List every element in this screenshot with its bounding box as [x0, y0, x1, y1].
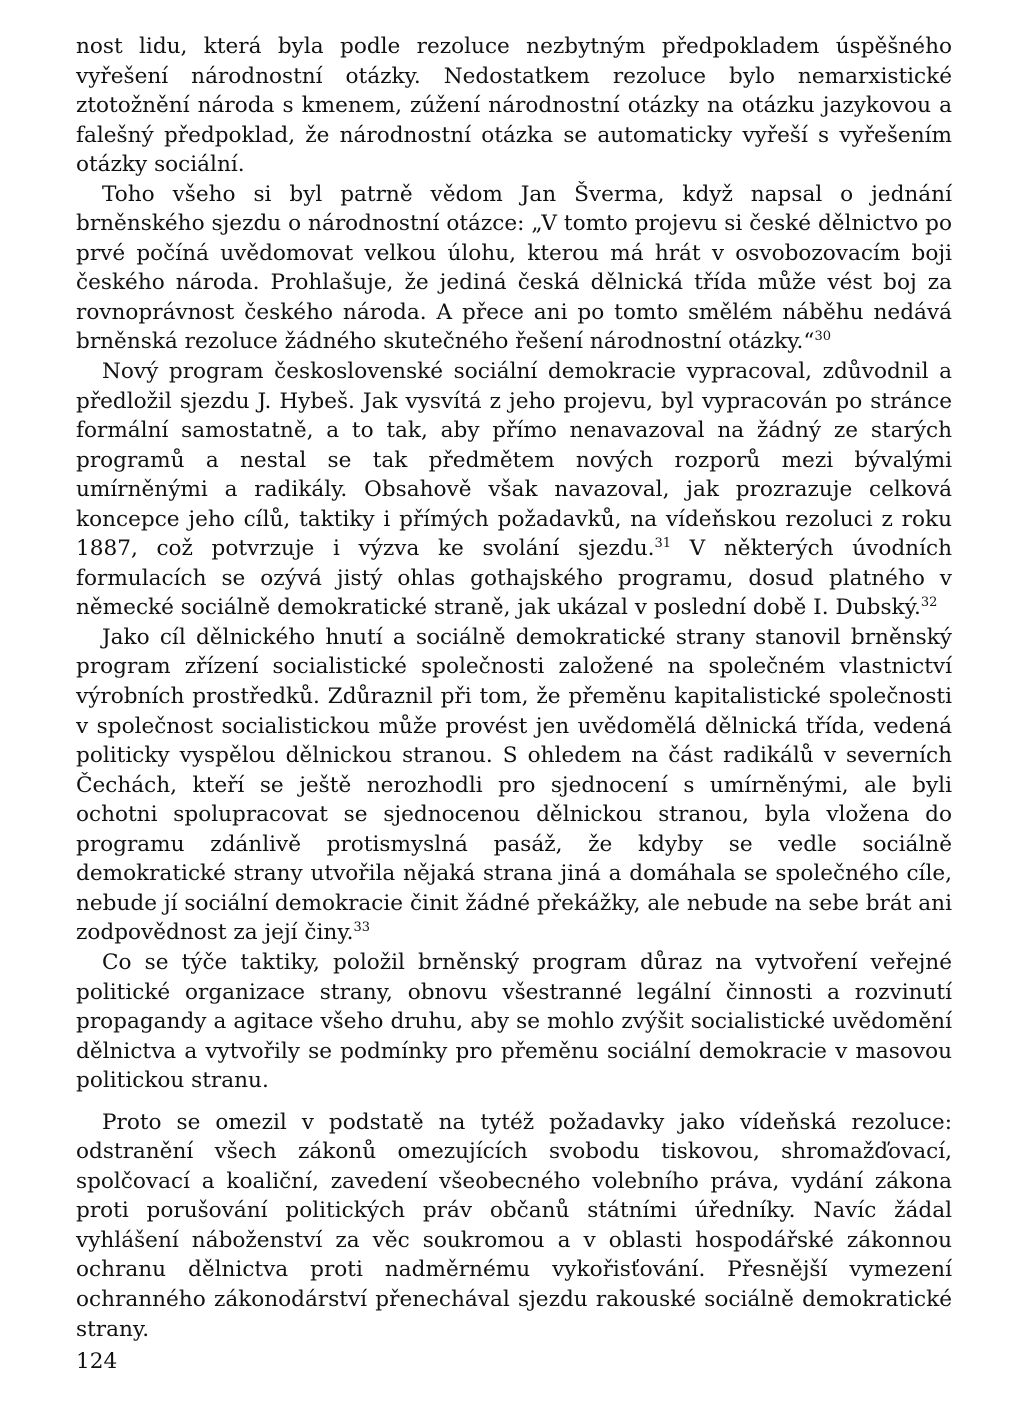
footnote-ref-33: 33: [353, 920, 371, 936]
footnote-ref-30: 30: [814, 329, 831, 345]
paragraph-6: [76, 1108, 952, 1344]
paragraph-4: [76, 623, 952, 948]
paragraph-3-text-b: V některých úvodních formulacích se ozývá jistý ohlas gothajského programu, dosud platného v německé sociálně demokratické straně, jak ukázal v poslední době I. Dubský.: [76, 536, 953, 621]
footnote-ref-32: 32: [920, 595, 938, 611]
page-body: [76, 32, 952, 1344]
paragraph-1-text: nost lidu, která byla podle rezoluce nezbytným předpokladem úspěšného vyřešení národnostní otázky. Nedostatkem rezoluce bylo nemarxistické ztotožnění národa s kmenem, zúžení národnostní otázky na otázku jazykovou a falešný předpoklad, že národnostní otázka se automaticky vyřeší s vyřešením otázky sociální.: [76, 34, 952, 178]
paragraph-1: [76, 32, 952, 180]
paragraph-6-text: Proto se omezil v podstatě na tytéž požadavky jako vídeňská rezoluce: odstranění všech zákonů omezujících svobodu tiskovou, shromažďovací, spolčovací a koaliční, zavedení všeobecného volebního práva, vydání zákona proti porušování politických práv občanů státními úředníky. Navíc žádal vyhlášení náboženství za věc soukromou a v oblasti hospodářské zákonnou ochranu dělnictva proti nadměrnému vykořisťování. Přesnější vymezení ochranného zákonodárství přenechával sjezdu rakouské sociálně demokratické strany.: [76, 1109, 952, 1342]
footnote-ref-31: 31: [654, 536, 672, 552]
paragraph-5-text: Co se týče taktiky, položil brněnský program důraz na vytvoření veřejné politické organizace strany, obnovu všestranné legální činnosti a rozvinutí propagandy a agitace všeho druhu, aby se mohlo zvýšit socialistické uvědomění dělnictva a vytvořily se podmínky pro přeměnu sociální demokracie v masovou politickou stranu.: [76, 949, 952, 1094]
paragraph-3-text-a: Nový program československé sociální demokracie vypracoval, zdůvodnil a předložil sjezdu J. Hybeš. Jak vysvítá z jeho projevu, byl vypracován po stránce formální samostatně, a to tak, aby přímo nenavazoval na žádný ze starých programů a nestal se tak předmětem nových rozporů mezi bývalými umírněnými a radikály. Obsahově však navazoval, jak prozrazuje celková koncepce jeho cílů, taktiky i přímých požadavků, na vídeňskou rezoluci z roku 1887, což potvrzuje i výzva ke svolání sjezdu.: [76, 359, 952, 562]
page-number: 124: [76, 1349, 118, 1374]
paragraph-5: [76, 948, 952, 1096]
paragraph-2-text: Toho všeho si byl patrně vědom Jan Šverma, když napsal o jednání brněnského sjezdu o národnostní otázce: „V tomto projevu si české dělnictvo po prvé počíná uvědomovat velkou úlohu, kterou má hrát v osvobozovacím boji českého národa. Prohlašuje, že jediná česká dělnická třída může vést boj za rovnoprávnost českého národa. A přece ani po tomto smělém náběhu nedává brněnská rezoluce žádného skutečného řešení národnostní otázky.“: [76, 181, 952, 355]
paragraph-2: [76, 180, 952, 357]
paragraph-3: [76, 357, 952, 623]
paragraph-4-text: Jako cíl dělnického hnutí a sociálně demokratické strany stanovil brněnský program zřízení socialistické společnosti založené na společném vlastnictví výrobních prostředků. Zdůraznil při tom, že přeměnu kapitalistické společnosti v společnost socialistickou může provést jen uvědomělá dělnická třída, vedená politicky vyspělou dělnickou stranou. S ohledem na část radikálů v severních Čechách, kteří se ještě nerozhodli pro sjednocení s umírněnými, ale byli ochotni spolupracovat se sjednocenou dělnickou stranou, byla vložena do programu zdánlivě protismyslná pasáž, že kdyby se vedle sociálně demokratické strany utvořila nějaká strana jiná a domáhala se společného cíle, nebude jí sociální demokracie činit žádné překážky, ale nebude na sebe brát ani zodpovědnost za její činy.: [76, 624, 952, 946]
